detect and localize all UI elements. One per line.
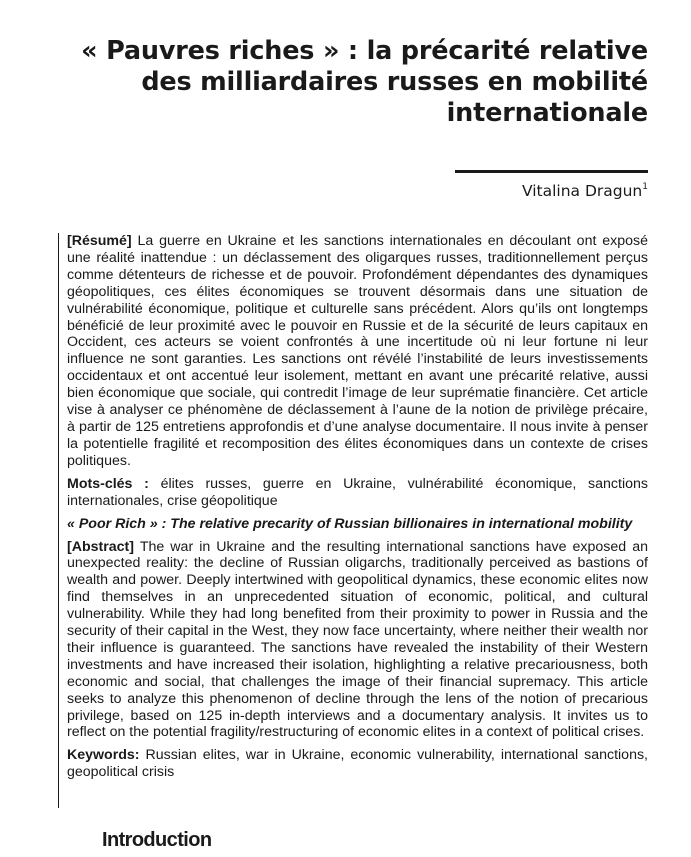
resume-text: La guerre en Ukraine et les sanctions internationales en découlant ont exposé une réalité inattendue : un déclassement des oligarques russes, traditionnellement perçus comme détenteurs de richesse et de pouvoir. Profondément dépendantes des dynamiques géopolitiques, ces élites économiques se trouvent désormais dans une situation de vulnérabilité économique, politique et culturelle sans précédent. Alors qu’ils ont longtemps bénéficié de leur proximité avec le pouvoir en Russie et de la sécurité de leurs capitaux en Occident, ces acteurs se voient confrontés à une incertitude où ni leur fortune ni leur influence ne sont garanties. Les sanctions ont révélé l’instabilité de leurs investissements occidentaux et ont accentué leur isolement, mettant en avant une précarité relative, aussi bien économique que sociale, qui contredit l’image de leur suprématie financière. Cet article vise à analyser ce phénomène de déclassement à l’aune de la notion de privilège précaire, à partir de 125 entretiens approfondis et d’une analyse documentaire. Il nous invite à penser la potentielle fragilité et recomposition des élites économiques dans un contexte de crises politiques. [67, 233, 648, 469]
mots-cles-paragraph [67, 476, 648, 510]
mots-cles-text: élites russes, guerre en Ukraine, vulnérabilité économique, sanctions internationales, crise géopolitique [67, 475, 648, 509]
author-name: Vitalina Dragun [521, 182, 643, 201]
resume-paragraph [67, 233, 648, 470]
abstract-block [58, 233, 648, 808]
author-footnote-marker[interactable]: 1 [642, 182, 648, 192]
abstract-text: The war in Ukraine and the resulting international sanctions have exposed an unexpected reality: the decline of Russian oligarchs, traditionally perceived as bastions of wealth and power. Deeply intertwined with geopolitical dynamics, these economic elites now find themselves in an unprecedented situation of economic, political, and cultural vulnerability. While they had long benefited from their proximity to power in Russia and the security of their capital in the West, they now face uncertainty, where neither their wealth nor their influence is guaranteed. The sanctions have revealed the instability of their Western investments and have increased their isolation, highlighting a relative precariousness, both economic and social, that challenges the image of their financial supremacy. This article seeks to analyze this phenomenon of decline through the lens of the notion of precarious privilege, based on 125 in-depth interviews and a documentary analysis. It invites us to reflect on the potential fragility/restructuring of economic elites in a context of political crises. [67, 538, 648, 741]
abstract-label: [Abstract] [67, 538, 135, 555]
keywords-paragraph [67, 747, 648, 781]
keywords-label: Keywords: [67, 747, 140, 764]
resume-label: [Résumé] [67, 233, 132, 249]
keywords-text: Russian elites, war in Ukraine, economic vulnerability, international sanctions, geopolitical crisis [67, 747, 648, 781]
title-divider [455, 170, 648, 173]
author-line [522, 178, 648, 201]
section-heading-introduction: Introduction [102, 829, 212, 851]
mots-cles-label: Mots-clés : [67, 475, 149, 492]
article-title: « Pauvres riches » : la précarité relative des milliardaires russes en mobilité internationale [81, 36, 648, 128]
abstract-paragraph [67, 539, 648, 742]
english-title: « Poor Rich » : The relative precarity of Russian billionaires in international mobility [67, 515, 633, 532]
